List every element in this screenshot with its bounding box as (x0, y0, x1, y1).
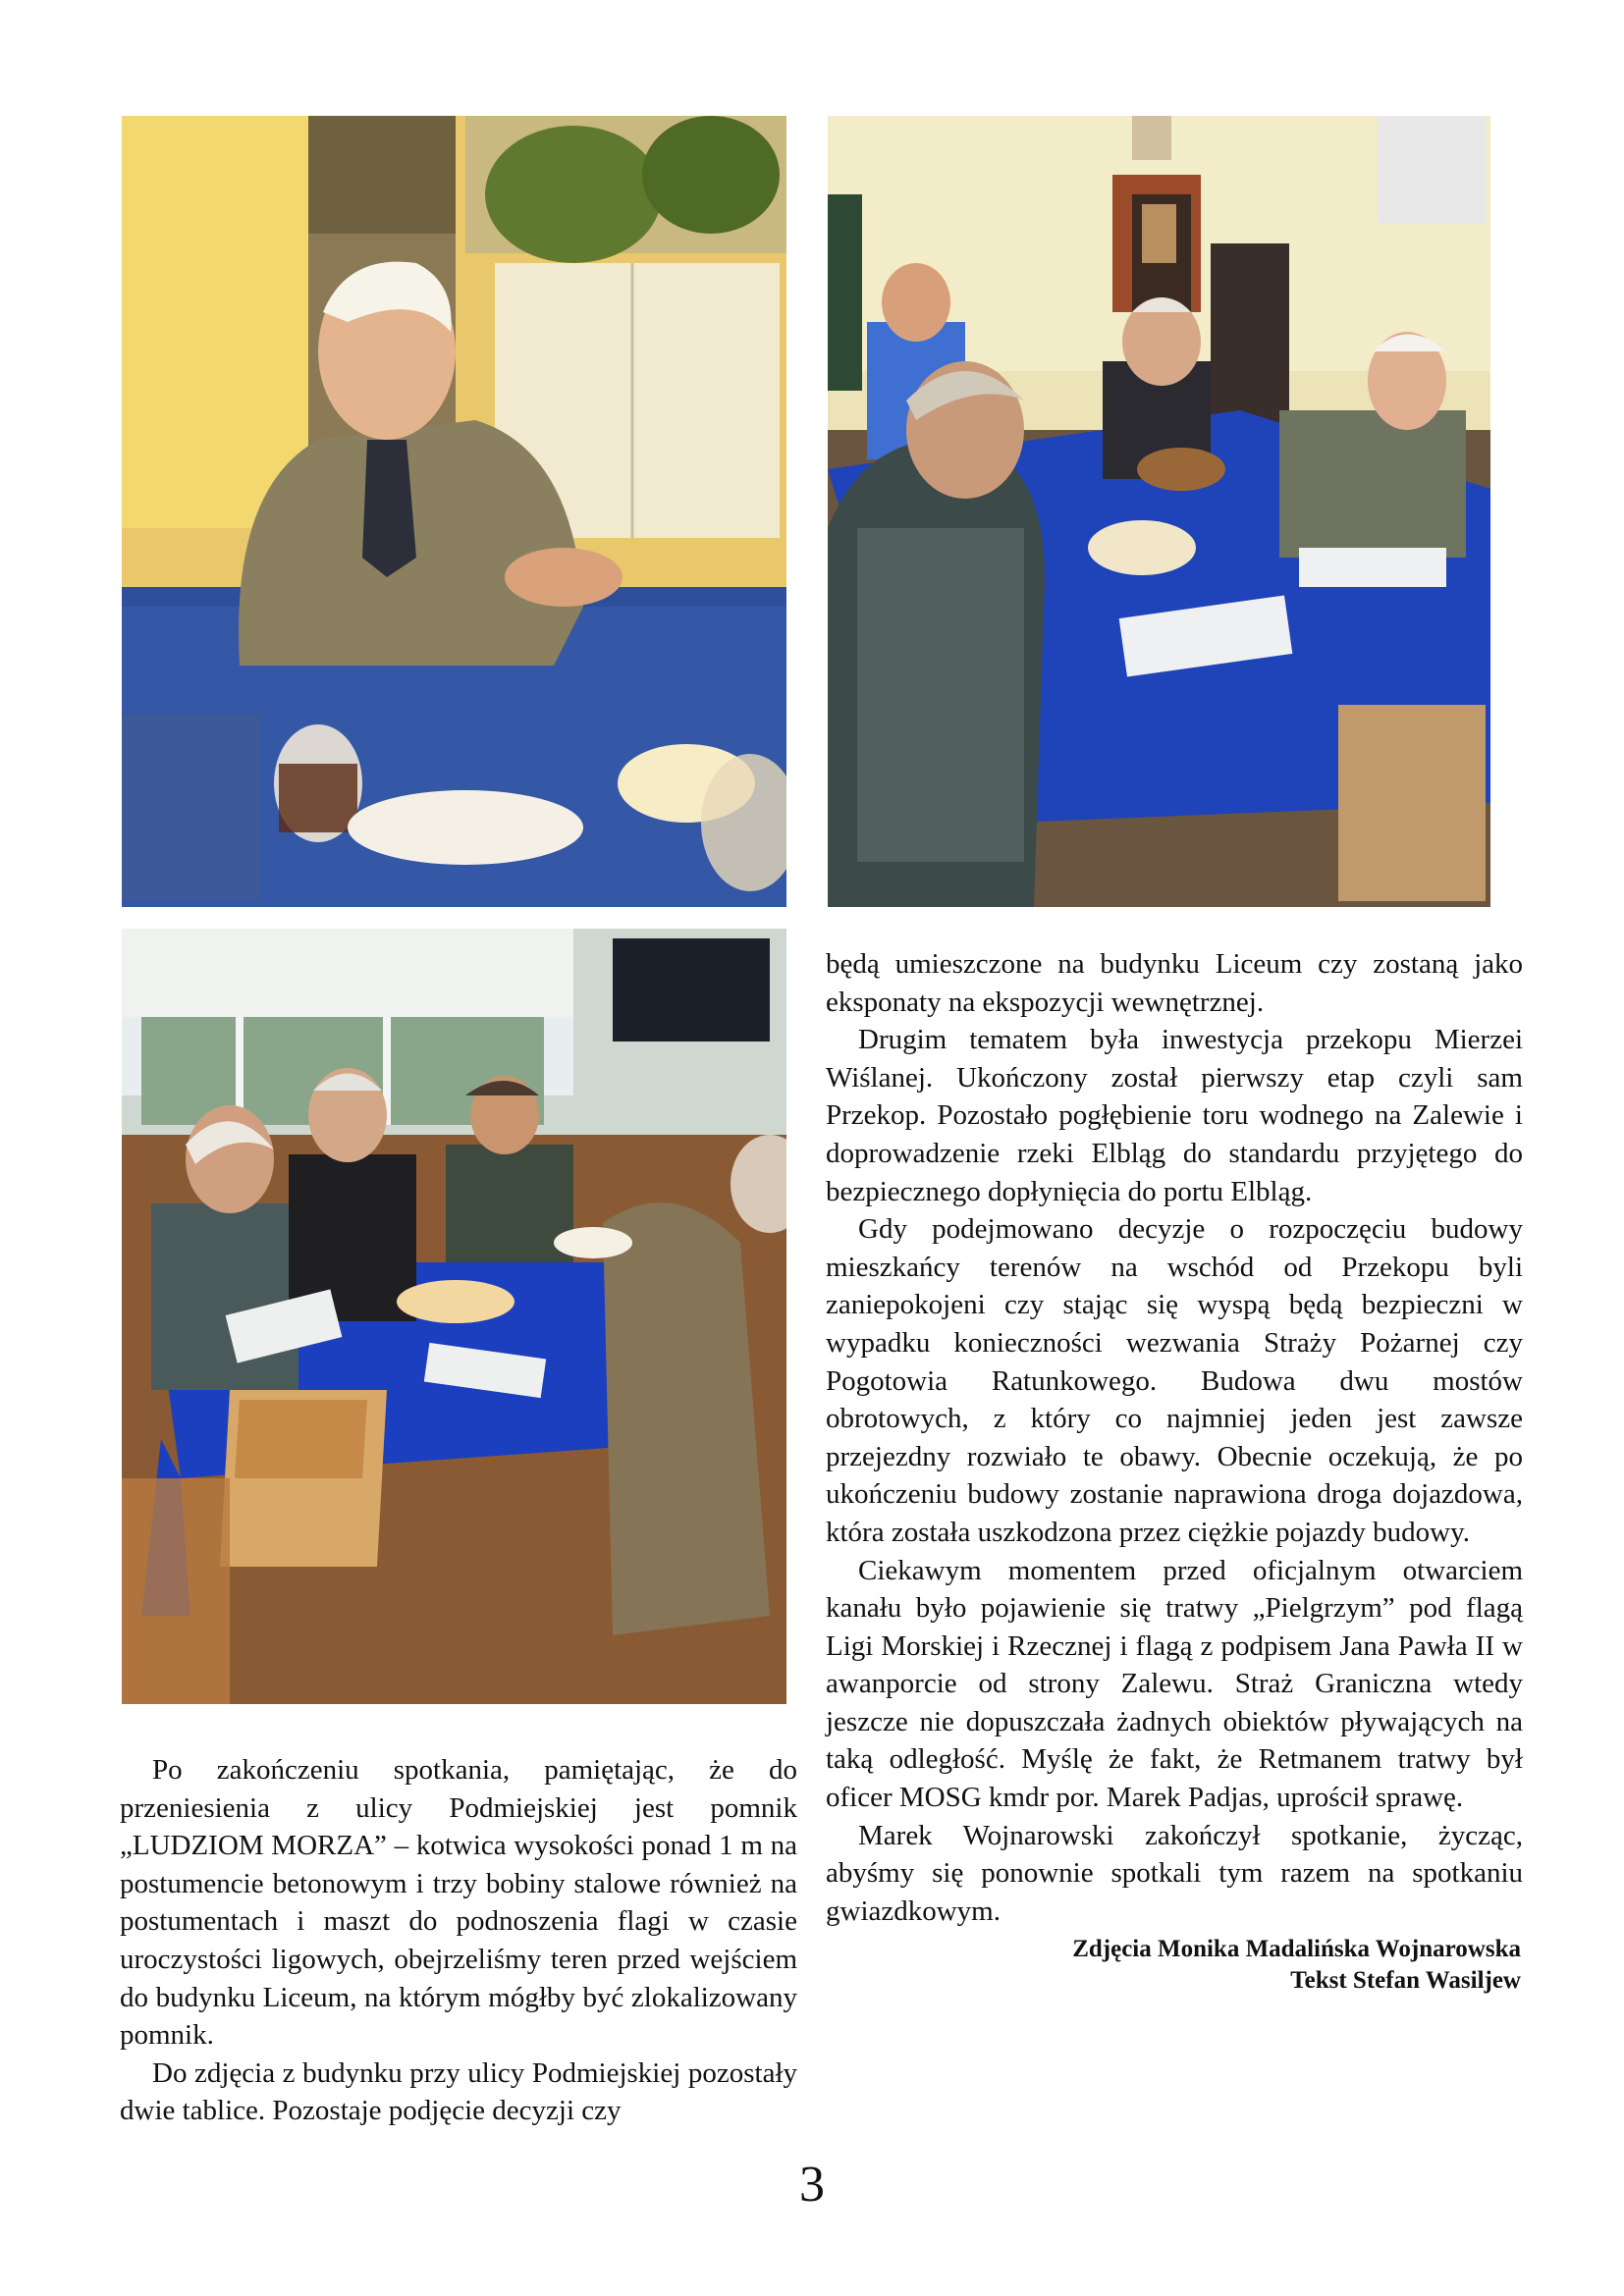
article-paragraph: Drugim tematem była inwestycja przekopu Mierzei Wiślanej. Ukończony został pierwszy etap czyli sam Przekop. Pozostało pogłębienie toru wodnego na Zalewie i doprowadzenie rzeki Elbląg do standardu przyjętego do bezpiecznego dopłynięcia do portu Elbląg. (826, 1024, 1523, 1207)
credits (826, 1934, 1523, 1997)
article-paragraph: Marek Wojnarowski zakończył spotkanie, życząc, abyśmy się ponownie spotkali tym razem na spotkaniu gwiazdkowym. (826, 1819, 1523, 1927)
article-paragraph: Po zakończeniu spotkania, pamiętając, że do przeniesienia z ulicy Podmiejskiej jest pomnik „LUDZIOM MORZA” – kotwica wysokości ponad 1 m na postumencie betonowym i trzy bobiny stalowe również na postumentach i maszt do podnoszenia flagi w czasie uroczystości ligowych, obejrzeliśmy teren przed wejściem do budynku Liceum, na którym mógłby być zlokalizowany pomnik. (120, 1754, 797, 2052)
article-paragraph: będą umieszczone na budynku Liceum czy zostaną jako eksponaty na ekspozycji wewnętrznej. (826, 948, 1523, 1018)
article-column-left (120, 1751, 797, 2130)
photo-elderly-man-speaking (122, 116, 786, 907)
article-column-right (826, 945, 1523, 1997)
article-paragraph: Gdy podejmowano decyzje o rozpoczęciu budowy mieszkańcy terenów na wschód od Przekopu byli zaniepokojeni czy stając się wyspą będą bezpieczni w wypadku konieczności wezwania Straży Pożarnej czy Pogotowia Ratunkowego. Budowa dwu mostów obrotowych, z który co najmniej jeden jest zawsze przejezdny rozwiało te obawy. Obecnie oczekują, że po ukończeniu budowy zostanie naprawiona droga dojazdowa, która została uszkodzona przez ciężkie pojazdy budowy. (826, 1213, 1523, 1548)
article-paragraph: Ciekawym momentem przed oficjalnym otwarciem kanału było pojawienie się tratwy „Pielgrzym” pod flagą Ligi Morskiej i Rzecznej i flagą z podpisem Jana Pawła II w awanporcie od strony Zalewu. Straż Graniczna wtedy jeszcze nie dopuszczała żadnych obiektów pływających na taką odległość. Myślę że fakt, że Retmanem tratwy był oficer MOSG kmdr por. Marek Padjas, uprościł sprawę. (826, 1554, 1523, 1814)
text-credit: Tekst Stefan Wasiljew (1290, 1967, 1521, 1995)
page-number: 3 (799, 2157, 825, 2213)
photo-meeting-by-windows (122, 929, 786, 1704)
photo-credit: Zdjęcia Monika Madalińska Wojnarowska (1072, 1936, 1521, 1963)
article-paragraph: Do zdjęcia z budynku przy ulicy Podmiejskiej pozostały dwie tablice. Pozostaje podjęcie decyzji czy (120, 2056, 797, 2127)
photo-group-at-table (828, 116, 1490, 907)
